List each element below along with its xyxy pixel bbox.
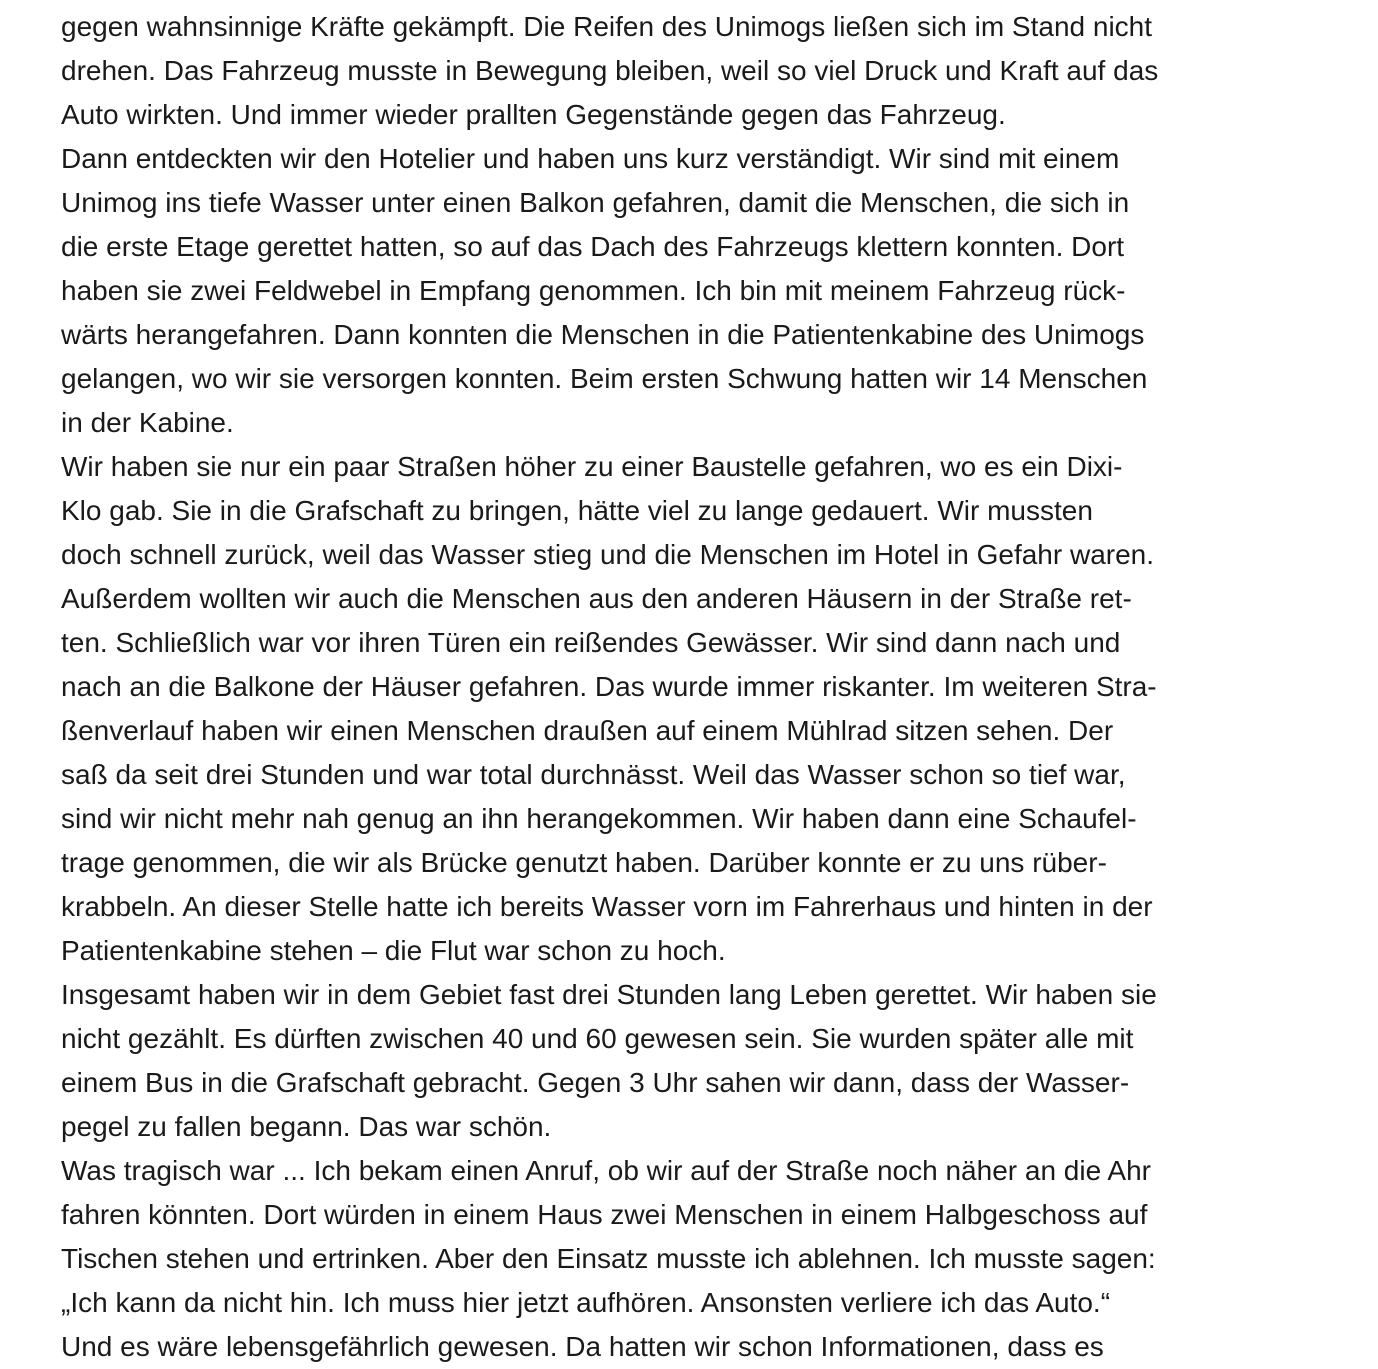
text-line: ßenverlauf haben wir einen Menschen draußen auf einem Mühlrad sitzen sehen. Der	[61, 715, 1114, 746]
text-line: Tischen stehen und ertrinken. Aber den Einsatz musste ich ablehnen. Ich musste sagen:	[61, 1243, 1156, 1274]
text-line: wärts herangefahren. Dann konnten die Menschen in die Patientenkabine des Unimogs	[61, 319, 1145, 350]
text-line: Und es wäre lebensgefährlich gewesen. Da hatten wir schon Informationen, dass es	[61, 1331, 1104, 1362]
text-line: trage genommen, die wir als Brücke genutzt haben. Darüber konnte er zu uns rüber-	[61, 847, 1107, 878]
text-line: nicht gezählt. Es dürften zwischen 40 und 60 gewesen sein. Sie wurden später alle mit	[61, 1023, 1134, 1054]
text-line: einem Bus in die Grafschaft gebracht. Gegen 3 Uhr sahen wir dann, dass der Wasser-	[61, 1067, 1130, 1098]
text-line: Dann entdeckten wir den Hotelier und haben uns kurz verständigt. Wir sind mit einem	[61, 143, 1120, 174]
text-line: Außerdem wollten wir auch die Menschen aus den anderen Häusern in der Straße ret-	[61, 583, 1132, 614]
text-line: in der Kabine.	[61, 407, 234, 438]
text-line: Auto wirkten. Und immer wieder prallten Gegenstände gegen das Fahrzeug.	[61, 99, 1006, 130]
document-body	[61, 5, 1261, 1369]
text-line: gelangen, wo wir sie versorgen konnten. Beim ersten Schwung hatten wir 14 Menschen	[61, 363, 1148, 394]
text-line: Wir haben sie nur ein paar Straßen höher zu einer Baustelle gefahren, wo es ein Dixi-	[61, 451, 1123, 482]
text-line: die erste Etage gerettet hatten, so auf das Dach des Fahrzeugs klettern konnten. Dort	[61, 231, 1125, 262]
text-line: haben sie zwei Feldwebel in Empfang genommen. Ich bin mit meinem Fahrzeug rück-	[61, 275, 1126, 306]
text-line: fahren könnten. Dort würden in einem Haus zwei Menschen in einem Halbgeschoss auf	[61, 1199, 1148, 1230]
text-line: krabbeln. An dieser Stelle hatte ich bereits Wasser vorn im Fahrerhaus und hinten in der	[61, 891, 1153, 922]
text-line: ten. Schließlich war vor ihren Türen ein reißendes Gewässer. Wir sind dann nach und	[61, 627, 1121, 658]
text-line: doch schnell zurück, weil das Wasser stieg und die Menschen im Hotel in Gefahr waren.	[61, 539, 1155, 570]
text-line: „Ich kann da nicht hin. Ich muss hier jetzt aufhören. Ansonsten verliere ich das Auto.“	[61, 1287, 1111, 1318]
text-line: pegel zu fallen begann. Das war schön.	[61, 1111, 552, 1142]
text-line: drehen. Das Fahrzeug musste in Bewegung bleiben, weil so viel Druck und Kraft auf das	[61, 55, 1159, 86]
text-line: sind wir nicht mehr nah genug an ihn herangekommen. Wir haben dann eine Schaufel-	[61, 803, 1137, 834]
text-line: Insgesamt haben wir in dem Gebiet fast drei Stunden lang Leben gerettet. Wir haben sie	[61, 979, 1157, 1010]
text-line: nach an die Balkone der Häuser gefahren. Das wurde immer riskanter. Im weiteren Stra-	[61, 671, 1157, 702]
text-line: Patientenkabine stehen – die Flut war schon zu hoch.	[61, 935, 726, 966]
text-line: Was tragisch war ... Ich bekam einen Anruf, ob wir auf der Straße noch näher an die Ahr	[61, 1155, 1151, 1186]
text-line: Klo gab. Sie in die Grafschaft zu bringen, hätte viel zu lange gedauert. Wir mussten	[61, 495, 1093, 526]
text-line: gegen wahnsinnige Kräfte gekämpft. Die Reifen des Unimogs ließen sich im Stand nicht	[61, 11, 1153, 42]
text-line: Unimog ins tiefe Wasser unter einen Balkon gefahren, damit die Menschen, die sich in	[61, 187, 1130, 218]
text-line: saß da seit drei Stunden und war total durchnässt. Weil das Wasser schon so tief war,	[61, 759, 1126, 790]
